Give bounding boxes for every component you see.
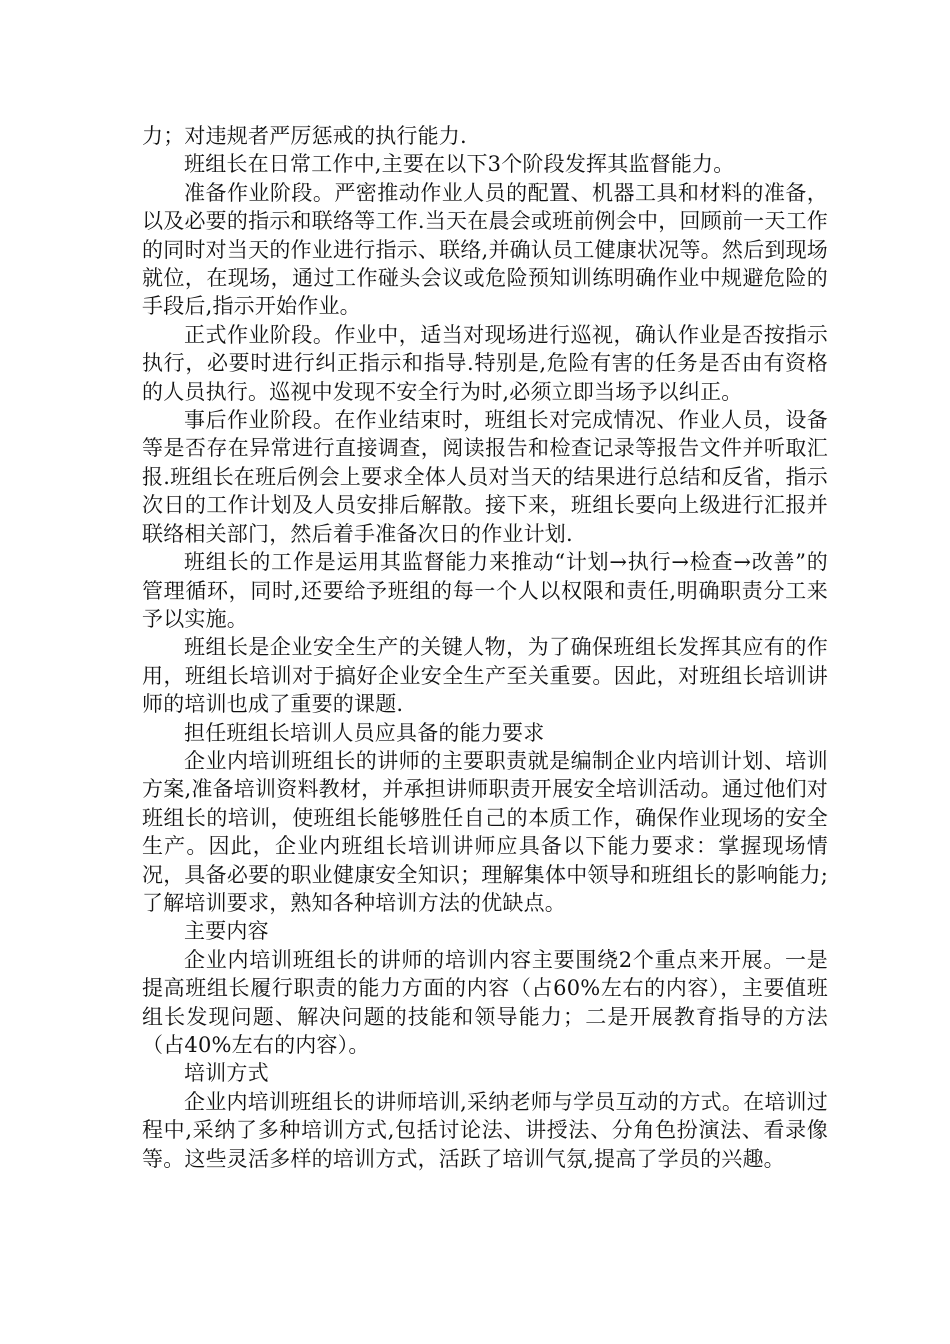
section-heading-requirements: 担任班组长培训人员应具备的能力要求 xyxy=(184,720,545,745)
paragraph-post-stage: 事后作业阶段。在作业结束时，班组长对完成情况、作业人员，设备等是否存在异常进行直接调查，阅读报告和检查记录等报告文件并听取汇报.班组长在班后例会上要求全体人员对当天的结果进行总结和反省，指示次日的工作计划及人员安排后解散。接下来，班组长要向上级进行汇报并联络相关部门，然后着手准备次日的作业计划. xyxy=(142,408,828,546)
paragraph-main-content: 企业内培训班组长的讲师的培训内容主要围绕2个重点来开展。一是提高班组长履行职责的能力方面的内容（占60%左右的内容），主要值班组长发现问题、解决问题的技能和领导能力；二是开展教育指导的方法（占40%左右的内容）。 xyxy=(142,947,828,1057)
paragraph-continuation: 力；对违规者严厉惩戒的执行能力. xyxy=(142,124,467,148)
paragraph-formal-stage: 正式作业阶段。作业中，适当对现场进行巡视，确认作业是否按指示执行，必要时进行纠正指示和指导.特别是,危险有害的任务是否由有资格的人员执行。巡视中发现不安全行为时,必须立即当场予以纠正。 xyxy=(142,322,828,404)
section-heading-main-content: 主要内容 xyxy=(184,919,269,944)
paragraph-training-method: 企业内培训班组长的讲师培训,采纳老师与学员互动的方式。在培训过程中,采纳了多种培训方式,包括讨论法、讲授法、分角色扮演法、看录像等。这些灵活多样的培训方式，活跃了培训气氛,提高了学员的兴趣。 xyxy=(142,1089,828,1171)
paragraph-key-role: 班组长是企业安全生产的关键人物，为了确保班组长发挥其应有的作用，班组长培训对于搞好企业安全生产至关重要。因此，对班组长培训讲师的培训也成了重要的课题. xyxy=(142,635,828,717)
paragraph-preparation-stage: 准备作业阶段。严密推动作业人员的配置、机器工具和材料的准备，以及必要的指示和联络等工作.当天在晨会或班前例会中，回顾前一天工作的同时对当天的作业进行指示、联络,并确认员工健康状况等。然后到现场就位，在现场，通过工作碰头会议或危险预知训练明确作业中规避危险的手段后,指示开始作业。 xyxy=(142,180,828,319)
paragraph-management-cycle: 班组长的工作是运用其监督能力来推动“计划→执行→检查→改善”的管理循环，同时,还要给予班组的每一个人以权限和责任,明确职责分工来予以实施。 xyxy=(142,550,828,631)
section-heading-training-method: 培训方式 xyxy=(184,1061,269,1086)
paragraph-three-stages: 班组长在日常工作中,主要在以下3个阶段发挥其监督能力。 xyxy=(184,152,735,177)
document-body xyxy=(142,122,828,1173)
paragraph-requirements: 企业内培训班组长的讲师的主要职责就是编制企业内培训计划、培训方案,准备培训资料教材，并承担讲师职责开展安全培训活动。通过他们对班组长的培训，使班组长能够胜任自己的本质工作，确保作业现场的安全生产。因此，企业内班组长培训讲师应具备以下能力要求：掌握现场情况，具备必要的职业健康安全知识；理解集体中领导和班组长的影响能力;了解培训要求，熟知各种培训方法的优缺点。 xyxy=(142,748,828,915)
